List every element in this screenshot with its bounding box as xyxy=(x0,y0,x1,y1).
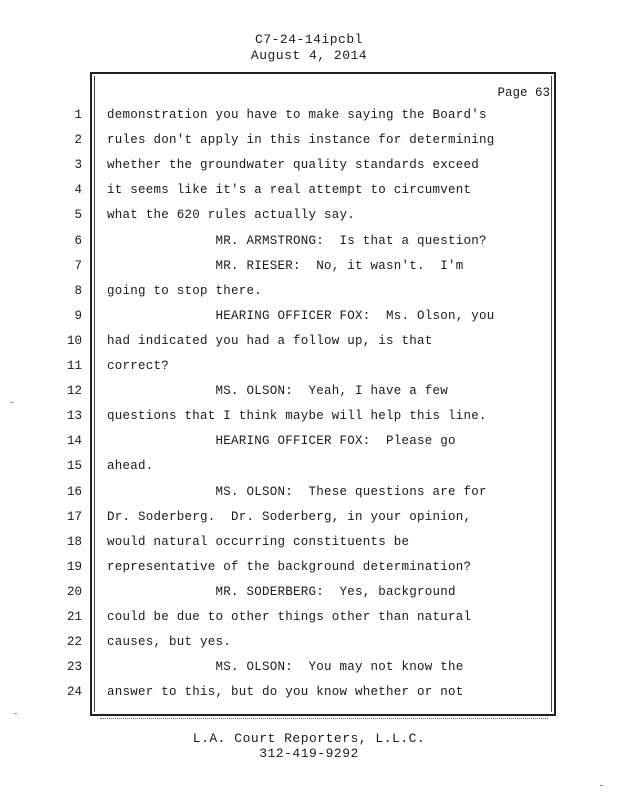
transcript-line: Dr. Soderberg. Dr. Soderberg, in your opinion, xyxy=(107,510,472,524)
scan-speck xyxy=(10,402,13,403)
transcript-line: MS. OLSON: These questions are for xyxy=(107,485,487,499)
line-number: 18 xyxy=(66,535,82,549)
line-number: 9 xyxy=(74,309,82,323)
transcript-line: could be due to other things other than natural xyxy=(107,610,472,624)
line-number: 22 xyxy=(66,635,82,649)
transcript-line: MS. OLSON: You may not know the xyxy=(107,660,464,674)
transcript-line: ahead. xyxy=(107,459,154,473)
line-number: 19 xyxy=(66,560,82,574)
line-number: 20 xyxy=(66,585,82,599)
transcript-line: HEARING OFFICER FOX: Ms. Olson, you xyxy=(107,309,495,323)
line-number: 6 xyxy=(74,234,82,248)
bottom-rule xyxy=(100,718,548,719)
line-number: 13 xyxy=(66,409,82,423)
transcript-line: rules don't apply in this instance for determining xyxy=(107,133,495,147)
transcript-line: MR. RIESER: No, it wasn't. I'm xyxy=(107,259,464,273)
line-number: 4 xyxy=(74,183,82,197)
line-number: 16 xyxy=(66,485,82,499)
transcript-line: answer to this, but do you know whether or not xyxy=(107,685,464,699)
page-number: Page 63 xyxy=(497,86,550,100)
transcript-line: MS. OLSON: Yeah, I have a few xyxy=(107,384,449,398)
transcript-line: whether the groundwater quality standards exceed xyxy=(107,158,480,172)
scan-speck xyxy=(600,785,603,786)
line-number: 12 xyxy=(66,384,82,398)
transcript-line: going to stop there. xyxy=(107,284,263,298)
transcript-line: questions that I think maybe will help this line. xyxy=(107,409,487,423)
line-number: 1 xyxy=(74,108,82,122)
line-number: 23 xyxy=(66,660,82,674)
line-number: 10 xyxy=(66,334,82,348)
line-number: 2 xyxy=(74,133,82,147)
transcript-line: what the 620 rules actually say. xyxy=(107,208,356,222)
transcript-line: it seems like it's a real attempt to circumvent xyxy=(107,183,472,197)
line-number: 14 xyxy=(66,434,82,448)
transcript-line: would natural occurring constituents be xyxy=(107,535,410,549)
line-number: 8 xyxy=(74,284,82,298)
line-number: 15 xyxy=(66,459,82,473)
line-number: 11 xyxy=(66,359,82,373)
line-number: 24 xyxy=(66,685,82,699)
footer-phone: 312-419-9292 xyxy=(259,746,359,761)
transcript-line: demonstration you have to make saying the Board's xyxy=(107,108,487,122)
transcript-line: HEARING OFFICER FOX: Please go xyxy=(107,434,456,448)
transcript-line: correct? xyxy=(107,359,170,373)
transcript-line: causes, but yes. xyxy=(107,635,232,649)
transcript-line: had indicated you had a follow up, is that xyxy=(107,334,433,348)
footer-company: L.A. Court Reporters, L.L.C. xyxy=(192,731,426,746)
date-header: August 4, 2014 xyxy=(250,48,368,63)
line-number: 17 xyxy=(66,510,82,524)
transcript-line: representative of the background determination? xyxy=(107,560,472,574)
transcript-line: MR. ARMSTRONG: Is that a question? xyxy=(107,234,487,248)
transcript-line: MR. SODERBERG: Yes, background xyxy=(107,585,456,599)
line-number: 21 xyxy=(66,610,82,624)
line-number: 5 xyxy=(74,208,82,222)
case-number-header: C7-24-14ipcbl xyxy=(255,32,363,47)
line-number: 7 xyxy=(74,259,82,273)
line-number: 3 xyxy=(74,158,82,172)
scan-speck xyxy=(14,713,17,714)
